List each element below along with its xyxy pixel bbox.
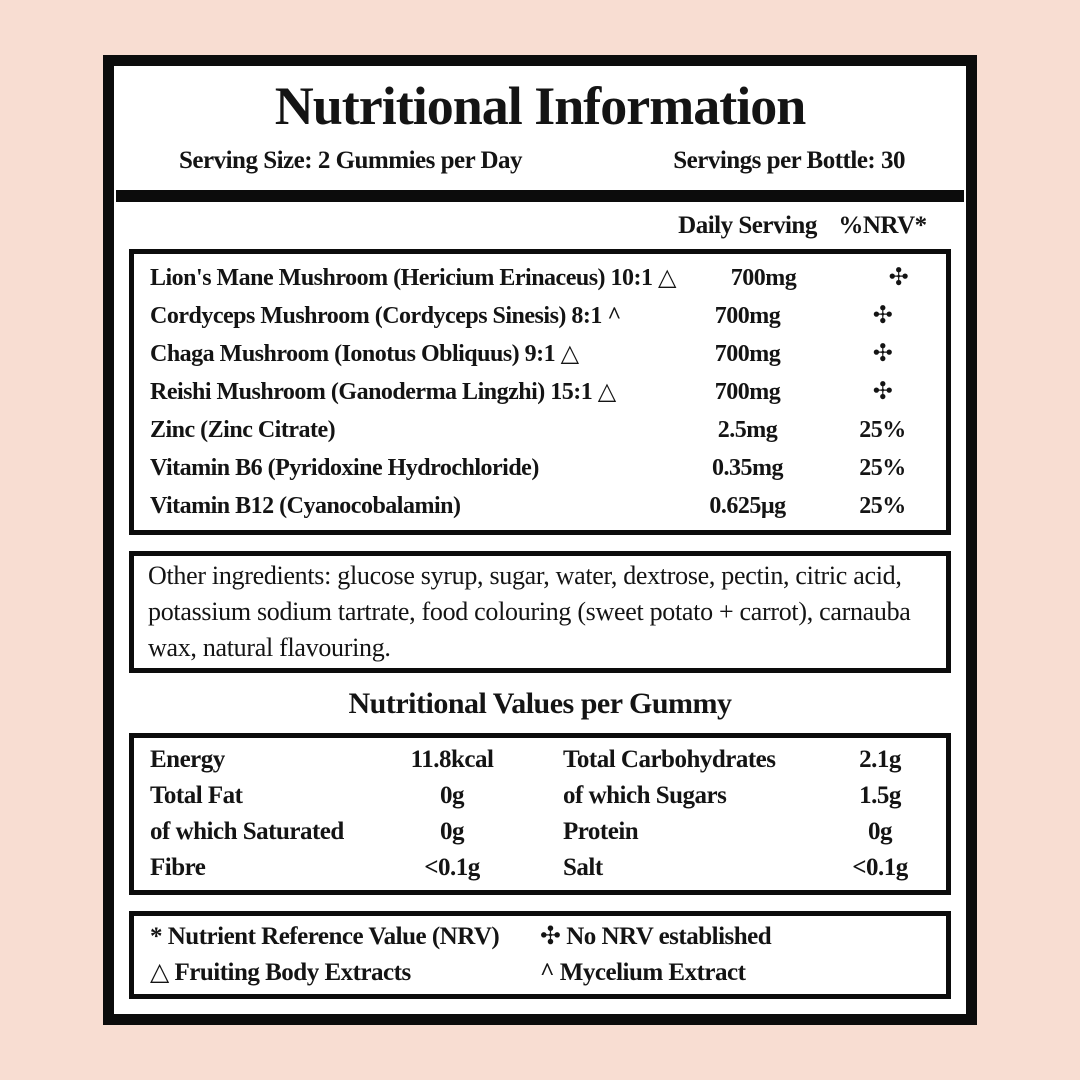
divider-bar <box>116 190 964 202</box>
ingredient-amount: 700mg <box>730 265 797 291</box>
ingredient-name: Cordyceps Mushroom (Cordyceps Sinesis) 8:1 ^ <box>150 303 621 329</box>
table-row <box>150 850 517 886</box>
table-row <box>150 373 930 411</box>
ingredient-nrv: 25% <box>859 493 906 519</box>
serving-info-row <box>129 146 951 176</box>
table-row <box>563 778 930 814</box>
per-gummy-table <box>129 733 951 895</box>
table-row <box>150 259 930 297</box>
table-row <box>150 487 930 525</box>
table-row <box>150 778 517 814</box>
table-row <box>150 335 930 373</box>
footnote-mycelium: ^ Mycelium Extract <box>540 959 746 986</box>
ingredient-amount: 0.35mg <box>712 455 783 481</box>
nutrition-label <box>103 55 977 1025</box>
ingredient-name: Reishi Mushroom (Ganoderma Lingzhi) 15:1 △ <box>150 379 616 405</box>
footnote-no-nrv: ✣ No NRV established <box>540 923 772 950</box>
nutrient-value: 0g <box>440 818 464 845</box>
footnote-nrv-definition: * Nutrient Reference Value (NRV) <box>150 923 500 950</box>
nutrient-label: Total Fat <box>150 782 243 809</box>
nutrient-label: of which Saturated <box>150 818 344 845</box>
nrv-column-label: %NRV* <box>838 212 927 239</box>
nutrient-value: 0g <box>868 818 892 845</box>
ingredient-name: Zinc (Zinc Citrate) <box>150 417 336 443</box>
ingredient-amount: 2.5mg <box>717 417 778 443</box>
ingredients-table <box>129 249 951 535</box>
label-title: Nutritional Information <box>274 76 806 136</box>
nutrient-label: Salt <box>563 854 603 881</box>
nutrient-label: Fibre <box>150 854 206 881</box>
table-row <box>150 411 930 449</box>
nutrient-value: 0g <box>440 782 464 809</box>
nutrient-label: of which Sugars <box>563 782 727 809</box>
ingredient-amount: 0.625µg <box>709 493 786 519</box>
footnotes-box <box>129 911 951 999</box>
ingredient-name: Vitamin B12 (Cyanocobalamin) <box>150 493 461 519</box>
ingredient-name: Lion's Mane Mushroom (Hericium Erinaceus) 10:1 △ <box>150 265 676 291</box>
ingredient-amount: 700mg <box>714 303 781 329</box>
ingredient-nrv: ✣ <box>872 303 893 329</box>
daily-serving-column-label: Daily Serving <box>678 212 817 239</box>
nutrient-value: <0.1g <box>852 854 908 881</box>
nutrient-label: Energy <box>150 746 225 773</box>
serving-size-text: Serving Size: 2 Gummies per Day <box>179 147 523 174</box>
servings-per-bottle-text: Servings per Bottle: 30 <box>673 147 905 174</box>
table-row <box>150 814 517 850</box>
nutrient-value: 11.8kcal <box>410 746 494 773</box>
other-ingredients-text: Other ingredients: glucose syrup, sugar, water, dextrose, pectin, citric acid, potassium sodium tartrate, food colouring (sweet potato + carrot), carnauba wax, natural flavouring. <box>129 551 951 673</box>
nutrient-label: Protein <box>563 818 639 845</box>
table-column-header <box>129 209 951 243</box>
per-gummy-heading: Nutritional Values per Gummy <box>348 687 732 720</box>
ingredient-nrv: 25% <box>859 455 906 481</box>
ingredient-name: Vitamin B6 (Pyridoxine Hydrochloride) <box>150 455 539 481</box>
table-row <box>563 814 930 850</box>
nutrient-value: 1.5g <box>859 782 901 809</box>
ingredient-nrv: ✣ <box>888 265 909 291</box>
per-gummy-left-column <box>150 742 517 886</box>
footnotes-right-column <box>540 919 930 991</box>
footnotes-left-column <box>150 919 540 991</box>
nutrient-value: <0.1g <box>424 854 480 881</box>
ingredient-nrv: ✣ <box>872 379 893 405</box>
ingredient-name: Chaga Mushroom (Ionotus Obliquus) 9:1 △ <box>150 341 579 367</box>
table-row <box>150 449 930 487</box>
table-row <box>150 742 517 778</box>
ingredient-nrv: ✣ <box>872 341 893 367</box>
nutrient-value: 2.1g <box>859 746 901 773</box>
ingredient-amount: 700mg <box>714 379 781 405</box>
table-row <box>563 850 930 886</box>
ingredient-nrv: 25% <box>859 417 906 443</box>
per-gummy-right-column <box>563 742 930 886</box>
ingredient-amount: 700mg <box>714 341 781 367</box>
table-row <box>563 742 930 778</box>
table-row <box>150 297 930 335</box>
footnote-fruiting-body: △ Fruiting Body Extracts <box>150 959 411 986</box>
nutrient-label: Total Carbohydrates <box>563 746 776 773</box>
